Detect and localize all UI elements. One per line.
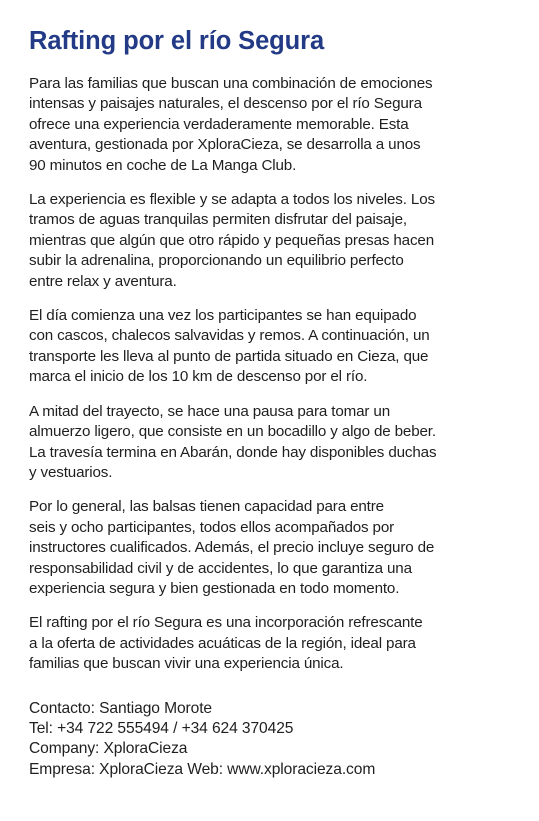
paragraph-line: intensas y paisajes naturales, el descenso por el río Segura	[29, 95, 422, 113]
paragraph-line: 90 minutos en coche de La Manga Club.	[29, 156, 297, 174]
paragraph-line: a la oferta de actividades acuáticas de la región, ideal para	[29, 634, 416, 652]
paragraph-line: Para las familias que buscan una combinación de emociones	[29, 75, 433, 92]
paragraph-line: experiencia segura y bien gestionada en todo momento.	[29, 579, 400, 597]
paragraph-conclusion	[29, 613, 515, 674]
article	[29, 22, 515, 780]
paragraph-line: con cascos, chalecos salvavidas y remos. A continuación, un	[29, 327, 430, 345]
paragraph-line: Por lo general, las balsas tienen capacidad para entre	[29, 498, 384, 516]
paragraph-line: instructores cualificados. Además, el precio incluye seguro de	[29, 539, 435, 557]
contact-phone: Tel: +34 722 555494 / +34 624 370425	[29, 719, 294, 737]
paragraph-line: responsabilidad civil y de accidentes, lo que garantiza una	[29, 559, 412, 577]
paragraph-start	[29, 306, 515, 388]
contact-name: Contacto: Santiago Morote	[29, 699, 213, 717]
paragraph-line: mientras que algún que otro rápido y pequeñas presas hacen	[29, 231, 435, 249]
paragraph-intro	[29, 74, 515, 176]
contact-block	[29, 699, 515, 781]
paragraph-line: aventura, gestionada por XploraCieza, se desarrolla a unos	[29, 136, 421, 154]
paragraph-line: y vestuarios.	[29, 463, 113, 481]
paragraph-line: A mitad del trayecto, se hace una pausa para tomar un	[29, 402, 390, 420]
paragraph-line: almuerzo ligero, que consiste en un bocadillo y algo de beber.	[29, 423, 436, 441]
paragraph-line: familias que buscan vivir una experiencia única.	[29, 655, 344, 673]
contact-website: Empresa: XploraCieza Web: www.xploracieza.com	[29, 760, 376, 778]
paragraph-line: marca el inicio de los 10 km de descenso por el río.	[29, 368, 368, 386]
contact-company: Company: XploraCieza	[29, 740, 188, 758]
paragraph-line: transporte les lleva al punto de partida situado en Cieza, que	[29, 347, 429, 365]
paragraph-line: tramos de aguas tranquilas permiten disfrutar del paisaje,	[29, 211, 407, 229]
paragraph-line: entre relax y aventura.	[29, 272, 177, 290]
paragraph-line: El día comienza una vez los participantes se han equipado	[29, 307, 417, 325]
paragraph-line: La experiencia es flexible y se adapta a todos los niveles. Los	[29, 191, 435, 209]
paragraph-capacity	[29, 497, 515, 599]
paragraph-levels	[29, 190, 515, 292]
paragraph-line: El rafting por el río Segura es una incorporación refrescante	[29, 614, 423, 632]
paragraph-line: seis y ocho participantes, todos ellos acompañados por	[29, 518, 395, 536]
paragraph-route	[29, 402, 515, 484]
paragraph-line: subir la adrenalina, proporcionando un equilibrio perfecto	[29, 252, 404, 270]
page-title: Rafting por el río Segura	[29, 27, 325, 55]
paragraph-line: La travesía termina en Abarán, donde hay disponibles duchas	[29, 443, 437, 461]
paragraph-line: ofrece una experiencia verdaderamente memorable. Esta	[29, 115, 409, 133]
